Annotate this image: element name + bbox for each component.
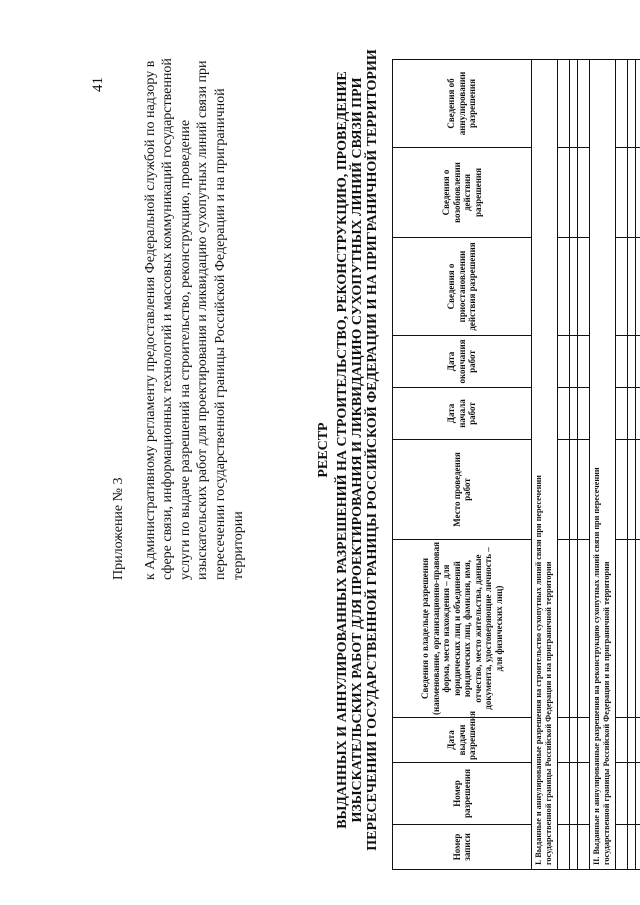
column-header: Дата выдачи разрешения: [393, 718, 532, 763]
table-row: [578, 60, 590, 870]
page-number: 41: [90, 77, 106, 92]
registry-heading: [316, 40, 380, 860]
header-row: [393, 60, 532, 870]
section-heading-line: II. Выданные и аннулированные разрешения на реконструкцию сухопутных линий связи при пересечении: [592, 467, 601, 865]
section-row: [590, 60, 616, 870]
table-row: [570, 60, 578, 870]
registry-subtitle: ВЫДАННЫХ И АННУЛИРОВАННЫХ РАЗРЕШЕНИЙ НА СТРОИТЕЛЬСТВО, РЕКОНСТРУКЦИЮ, ПРОВЕДЕНИЕ ИЗЫСКАТЕЛЬСКИХ РАБОТ ДЛЯ ПРОЕКТИРОВАНИЯ И ЛИКВИДАЦИЮ СУХОПУТНЫХ ЛИНИЙ СВЯЗИ ПРИ ПЕРЕСЕЧЕНИИ ГОСУДАРСТВЕННОЙ ГРАНИЦЫ РОССИЙСКОЙ ФЕДЕРАЦИИ И НА ПРИГРАНИЧНОЙ ТЕРРИТОРИИ: [335, 49, 380, 851]
section-row: [532, 60, 558, 870]
section-heading-line: государственной границы Российской Федерации и на приграничной территории: [602, 561, 611, 865]
appendix-block: [110, 50, 247, 580]
registry-table: [392, 59, 640, 870]
column-header: Номер записи: [393, 825, 532, 870]
column-header: Сведения о возобновлении действия разрешения: [393, 148, 532, 238]
table-row: [628, 60, 636, 870]
document-page: [20, 40, 620, 880]
appendix-text: к Административному регламенту предоставления Федеральной службой по надзору в сфере связи, информационных технологий и массовых коммуникаций государственной услуги по выдаче разрешений на строительство, реконструкцию, проведение изыскательских работ для проектирования и ликвидацию сухопутных линий связи при пересечении государственной границы Российской Федерации и на приграничной территории: [142, 58, 246, 580]
column-header: Дата начала работ: [393, 388, 532, 440]
table-row: [636, 60, 640, 870]
column-header: Дата окончания работ: [393, 336, 532, 388]
section-heading: [532, 60, 558, 870]
column-header: Сведения об аннулировании разрешения: [393, 60, 532, 148]
column-header: Место проведения работ: [393, 440, 532, 540]
column-header: Сведения о владельце разрешения (наименование, организационно-правовая форма, место нахождения – для юридических лиц и объединений юридических лиц, фамилия, имя, отчество, место жительства, данные документа, удостоверяющие личность – для физических лиц): [393, 540, 532, 718]
table-row: [558, 60, 570, 870]
section-heading-line: I. Выданные и аннулированные разрешения на строительство сухопутных линий связи при пересечении: [534, 475, 543, 865]
column-header: Сведения о приостановлении действия разрешения: [393, 238, 532, 336]
appendix-title: Приложение № 3: [111, 477, 126, 580]
table-row: [616, 60, 628, 870]
section-heading-line: государственной границы Российской Федерации и на приграничной территории: [544, 561, 553, 865]
registry-title: РЕЕСТР: [316, 422, 331, 478]
section-heading: [590, 60, 616, 870]
column-header: Номер разрешения: [393, 763, 532, 825]
